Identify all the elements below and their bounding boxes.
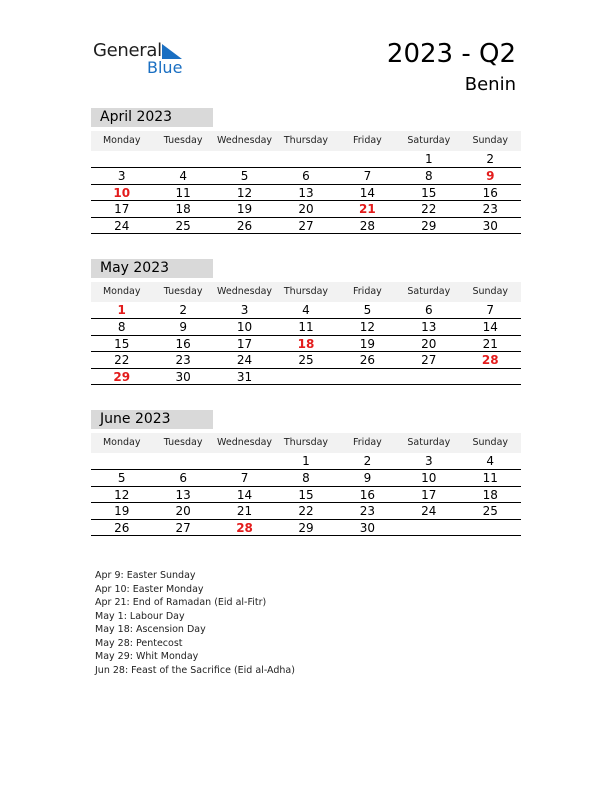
week-row xyxy=(91,487,521,504)
weekday-header: Tuesday xyxy=(163,135,203,146)
holiday-date-cell: 21 xyxy=(359,202,376,216)
date-cell: 18 xyxy=(175,202,191,216)
weekday-header: Thursday xyxy=(283,135,329,146)
holiday-note: Jun 28: Feast of the Sacrifice (Eid al-Adha) xyxy=(95,664,295,676)
date-cell: 28 xyxy=(359,218,376,233)
month-calendar xyxy=(91,410,521,536)
date-cell: 30 xyxy=(482,218,498,233)
date-cell: 10 xyxy=(421,471,437,485)
week-row xyxy=(91,168,521,185)
weekday-header: Monday xyxy=(102,286,141,297)
date-cell: 6 xyxy=(179,471,187,485)
month-calendar xyxy=(91,108,521,234)
date-cell: 20 xyxy=(421,336,437,351)
holiday-date-cell: 9 xyxy=(486,169,495,183)
holiday-date-cell: 29 xyxy=(113,369,131,384)
date-cell: 30 xyxy=(175,369,191,384)
week-row xyxy=(91,470,521,487)
holiday-note: May 1: Labour Day xyxy=(95,610,185,622)
date-cell: 26 xyxy=(236,218,253,233)
date-cell: 8 xyxy=(425,169,433,183)
week-row xyxy=(91,218,521,235)
weekday-header: Saturday xyxy=(407,135,451,146)
date-cell xyxy=(214,453,275,469)
page-title: 2023 - Q2 xyxy=(386,39,516,69)
weekday-header: Wednesday xyxy=(217,286,273,297)
date-cell: 30 xyxy=(359,520,376,535)
weekday-header: Friday xyxy=(353,135,382,146)
date-cell: 8 xyxy=(302,471,310,485)
date-cell: 20 xyxy=(175,504,191,518)
date-cell: 29 xyxy=(298,520,314,535)
weekday-header: Saturday xyxy=(407,286,451,297)
date-cell: 10 xyxy=(236,320,253,334)
weekday-header: Tuesday xyxy=(163,286,203,297)
date-cell: 18 xyxy=(482,487,498,502)
date-cell: 13 xyxy=(421,320,437,334)
date-cell: 16 xyxy=(359,487,376,502)
date-cell: 11 xyxy=(298,320,314,334)
date-cell: 20 xyxy=(298,202,314,216)
weekday-header: Sunday xyxy=(472,135,509,146)
holiday-date-cell: 1 xyxy=(117,303,126,317)
generalblue-logo xyxy=(93,40,193,80)
date-cell: 19 xyxy=(236,202,253,216)
date-cell: 14 xyxy=(359,185,376,200)
date-cell: 26 xyxy=(114,520,130,535)
holiday-note: May 18: Ascension Day xyxy=(95,624,206,635)
date-cell: 2 xyxy=(486,152,495,166)
date-cell: 6 xyxy=(302,169,310,183)
holiday-note: May 28: Pentecost xyxy=(95,637,183,649)
date-cell xyxy=(275,151,336,167)
week-row xyxy=(91,302,521,319)
weekday-header: Monday xyxy=(102,437,141,448)
holiday-note: Apr 21: End of Ramadan (Eid al-Fitr) xyxy=(95,597,267,608)
date-cell: 12 xyxy=(236,185,253,200)
date-cell: 1 xyxy=(302,454,310,468)
date-cell: 13 xyxy=(298,185,314,200)
date-cell: 6 xyxy=(425,303,433,317)
weekday-header: Friday xyxy=(353,286,382,297)
date-cell xyxy=(337,151,398,167)
date-cell: 19 xyxy=(114,504,130,518)
weekday-header: Thursday xyxy=(283,286,329,297)
weekday-header: Sunday xyxy=(472,437,509,448)
date-cell xyxy=(214,151,275,167)
date-cell: 22 xyxy=(421,202,437,216)
date-cell: 12 xyxy=(359,320,376,334)
date-cell: 9 xyxy=(179,320,187,334)
date-cell: 14 xyxy=(482,320,498,334)
date-cell: 7 xyxy=(486,303,495,317)
date-cell: 27 xyxy=(175,520,191,535)
date-cell: 31 xyxy=(236,369,253,384)
week-row xyxy=(91,352,521,369)
weekday-header: Tuesday xyxy=(163,437,203,448)
weekday-header: Saturday xyxy=(407,437,451,448)
date-cell xyxy=(398,520,459,536)
weekday-header: Friday xyxy=(353,437,382,448)
week-row xyxy=(91,185,521,202)
weekday-header: Sunday xyxy=(472,286,509,297)
week-row xyxy=(91,319,521,336)
date-cell: 25 xyxy=(482,504,498,518)
date-cell: 14 xyxy=(236,487,253,502)
date-cell xyxy=(337,369,398,385)
date-cell: 25 xyxy=(175,218,191,233)
date-cell xyxy=(152,453,213,469)
date-cell: 23 xyxy=(359,504,376,518)
week-row xyxy=(91,201,521,218)
date-cell: 16 xyxy=(482,185,498,200)
country-name: Benin xyxy=(464,74,516,95)
weekday-header-row xyxy=(91,131,521,151)
date-cell: 24 xyxy=(421,504,437,518)
date-cell: 25 xyxy=(298,353,314,367)
date-cell: 3 xyxy=(117,169,126,183)
date-cell: 7 xyxy=(240,471,249,485)
date-cell: 9 xyxy=(363,471,372,485)
date-cell: 21 xyxy=(482,336,498,351)
date-cell: 15 xyxy=(421,185,437,200)
date-cell xyxy=(275,369,336,385)
month-label: June 2023 xyxy=(91,410,213,429)
date-cell: 1 xyxy=(425,152,433,166)
weekday-header: Wednesday xyxy=(217,135,273,146)
date-cell: 4 xyxy=(302,303,310,317)
date-cell: 2 xyxy=(363,454,372,468)
week-row xyxy=(91,369,521,386)
date-cell: 22 xyxy=(298,504,314,518)
date-cell: 12 xyxy=(114,487,130,502)
month-label: April 2023 xyxy=(91,108,213,127)
date-cell: 15 xyxy=(298,487,314,502)
date-cell: 27 xyxy=(298,218,314,233)
weekday-header: Thursday xyxy=(283,437,329,448)
holiday-note: Apr 9: Easter Sunday xyxy=(95,570,196,581)
date-cell xyxy=(460,369,521,385)
weekday-header-row xyxy=(91,433,521,453)
logo-word-blue: Blue xyxy=(147,58,183,77)
date-cell: 5 xyxy=(240,169,249,183)
date-cell: 16 xyxy=(175,336,191,351)
date-cell: 15 xyxy=(114,336,130,351)
holiday-note: Apr 10: Easter Monday xyxy=(95,583,204,595)
holiday-date-cell: 28 xyxy=(236,520,253,535)
logo-word-general: General xyxy=(93,40,162,61)
date-cell: 3 xyxy=(240,303,249,317)
month-label: May 2023 xyxy=(91,259,213,278)
date-cell: 5 xyxy=(363,303,372,317)
week-row xyxy=(91,520,521,537)
date-cell: 22 xyxy=(114,353,130,367)
weekday-header: Monday xyxy=(102,135,141,146)
date-cell: 5 xyxy=(117,471,126,485)
date-cell: 21 xyxy=(236,504,253,518)
weekday-header-row xyxy=(91,282,521,302)
date-cell: 23 xyxy=(175,353,191,367)
date-cell: 27 xyxy=(421,353,437,367)
date-cell xyxy=(460,520,521,536)
week-row xyxy=(91,503,521,520)
date-cell: 29 xyxy=(421,218,437,233)
date-cell: 24 xyxy=(236,353,253,367)
holiday-date-cell: 28 xyxy=(481,353,499,367)
date-cell: 7 xyxy=(363,169,372,183)
date-cell xyxy=(152,151,213,167)
date-cell xyxy=(91,453,152,469)
holiday-list xyxy=(95,569,295,677)
date-cell xyxy=(91,151,152,167)
date-cell: 8 xyxy=(117,320,126,334)
date-cell: 11 xyxy=(175,185,191,200)
month-calendar xyxy=(91,259,521,385)
date-cell: 19 xyxy=(359,336,376,351)
date-cell: 17 xyxy=(114,202,130,216)
holiday-date-cell: 18 xyxy=(297,336,315,351)
date-cell: 26 xyxy=(359,353,376,367)
date-cell: 3 xyxy=(425,454,433,468)
week-row xyxy=(91,336,521,353)
date-cell: 4 xyxy=(486,454,495,468)
weekday-header: Wednesday xyxy=(217,437,273,448)
date-cell: 4 xyxy=(179,169,187,183)
date-cell: 23 xyxy=(482,202,498,216)
date-cell: 17 xyxy=(236,336,253,351)
week-row xyxy=(91,453,521,470)
date-cell: 11 xyxy=(482,471,498,485)
date-cell: 13 xyxy=(175,487,191,502)
week-row xyxy=(91,151,521,168)
date-cell: 2 xyxy=(179,303,187,317)
date-cell: 24 xyxy=(114,218,130,233)
date-cell xyxy=(398,369,459,385)
holiday-note: May 29: Whit Monday xyxy=(95,651,199,662)
holiday-date-cell: 10 xyxy=(113,185,131,200)
date-cell: 17 xyxy=(421,487,437,502)
